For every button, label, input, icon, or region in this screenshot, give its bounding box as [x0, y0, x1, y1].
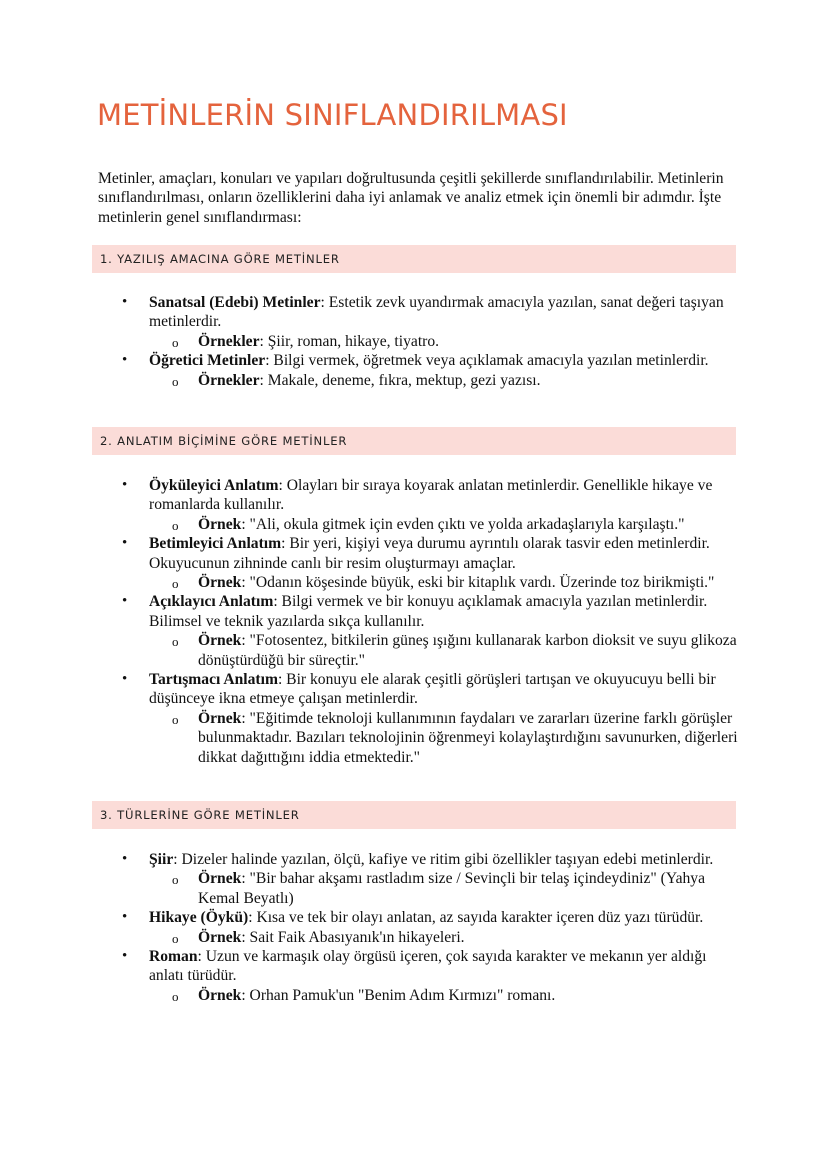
item-description: : Estetik zevk uyandırmak amacıyla yazılan, sanat değeri taşıyan metinlerdir. — [149, 294, 724, 331]
circle-bullet-icon: o — [172, 872, 179, 888]
bullet-icon: • — [122, 851, 128, 867]
section-heading: 3. TÜRLERİNE GÖRE METİNLER — [100, 808, 300, 822]
circle-bullet-icon: o — [172, 373, 179, 389]
list-item — [0, 592, 729, 631]
sub-item-term: Örnek — [198, 928, 242, 946]
sub-item-description: : Sait Faik Abasıyanık'ın hikayeleri. — [241, 928, 465, 946]
item-term: Öyküleyici Anlatım — [149, 477, 279, 494]
sub-item-description: : "Odanın köşesinde büyük, eski bir kitaplık vardı. Üzerinde toz birikmişti." — [241, 574, 715, 592]
sub-list-item — [0, 371, 738, 390]
list-item — [0, 293, 729, 332]
circle-bullet-icon: o — [172, 711, 179, 727]
item-term: Hikaye (Öykü) — [149, 909, 249, 927]
sub-item-term: Örnek — [198, 632, 242, 650]
section-list — [0, 293, 828, 390]
bullet-icon: • — [122, 671, 128, 688]
item-description: : Bir yeri, kişiyi veya durumu ayrıntılı olarak tasvir eden metinlerdir. Okuyucunun zihninde canlı bir resim oluşturmayı amaçlar. — [149, 535, 710, 572]
item-term: Şiir — [149, 851, 174, 868]
circle-bullet-icon: o — [172, 930, 179, 946]
section-heading-band — [92, 245, 736, 273]
sub-item-description: : "Fotosentez, bitkilerin güneş ışığını kullanarak karbon dioksit ve suyu glikoza dönüştürdüğü bir süreçtir." — [198, 632, 737, 669]
sub-list-item — [0, 869, 738, 908]
bullet-icon: • — [122, 477, 128, 493]
sub-item-term: Örnek — [198, 709, 242, 727]
item-description: : Bir konuyu ele alarak çeşitli görüşleri tartışan ve okuyucuyu belli bir düşünceye ikna etmeye çalışan metinlerdir. — [149, 671, 716, 708]
bullet-icon: • — [122, 593, 128, 610]
list-item — [0, 670, 729, 709]
list-item — [0, 534, 729, 573]
section-list — [0, 850, 828, 1005]
list-item — [0, 850, 729, 869]
circle-bullet-icon: o — [172, 334, 179, 350]
sub-item-description: : Şiir, roman, hikaye, tiyatro. — [259, 332, 440, 350]
sub-item-term: Örnek — [198, 986, 242, 1004]
list-item — [0, 908, 729, 927]
item-description: : Olayları bir sıraya koyarak anlatan metinlerdir. Genellikle hikaye ve romanlarda kullanılır. — [149, 477, 713, 514]
sub-item-description: : "Eğitimde teknoloji kullanımının faydaları ve zararları üzerine farklı görüşler bulunmaktadır. Bazıları teknolojinin öğrenmeyi kolaylaştırdığını savunurken, diğerleri dikkat dağıttığını iddia etmektedir." — [198, 709, 738, 766]
sub-list-item — [0, 631, 738, 670]
item-description: : Kısa ve tek bir olayı anlatan, az sayıda karakter içeren düz yazı türüdür. — [248, 909, 704, 927]
item-term: Betimleyici Anlatım — [149, 535, 282, 553]
sub-item-description: : Makale, deneme, fıkra, mektup, gezi yazısı. — [259, 371, 541, 389]
bullet-icon: • — [122, 948, 128, 965]
item-term: Açıklayıcı Anlatım — [149, 593, 274, 611]
sub-list-item — [0, 709, 738, 767]
section-heading: 1. YAZILIŞ AMACINA GÖRE METİNLER — [100, 252, 340, 266]
sub-item-term: Örnekler — [198, 371, 260, 389]
sub-item-description: : "Bir bahar akşamı rastladım size / Sevinçli bir telaş içindeydiniz" (Yahya Kemal Beyatlı) — [198, 870, 706, 907]
sub-list-item — [0, 928, 738, 947]
section-list — [0, 476, 828, 767]
sub-item-term: Örnek — [198, 870, 242, 888]
bullet-icon: • — [122, 352, 128, 369]
page-title: METİNLERİN SINIFLANDIRILMASI — [97, 98, 568, 132]
sub-item-description: : Orhan Pamuk'un "Benim Adım Kırmızı" romanı. — [241, 986, 556, 1004]
circle-bullet-icon: o — [172, 988, 179, 1004]
section-heading: 2. ANLATIM BİÇİMİNE GÖRE METİNLER — [100, 434, 348, 448]
item-description: : Bilgi vermek, öğretmek veya açıklamak amacıyla yazılan metinlerdir. — [265, 352, 709, 370]
section-heading-band — [92, 801, 736, 829]
list-item — [0, 947, 729, 986]
sub-list-item — [0, 515, 738, 534]
sub-list-item — [0, 986, 738, 1005]
sub-item-term: Örnek — [198, 574, 242, 592]
bullet-icon: • — [122, 909, 128, 926]
item-term: Öğretici Metinler — [149, 352, 266, 370]
sub-item-term: Örnekler — [198, 332, 260, 350]
intro-paragraph: Metinler, amaçları, konuları ve yapıları doğrultusunda çeşitli şekillerde sınıflandırılabilir. Metinlerin sınıflandırılması, onların özelliklerini daha iyi anlamak ve analiz etmek için önemli bir adımdır. İşte metinlerin genel sınıflandırması: — [98, 170, 724, 226]
item-term: Tartışmacı Anlatım — [149, 671, 278, 689]
circle-bullet-icon: o — [172, 576, 179, 592]
item-term: Sanatsal (Edebi) Metinler — [149, 294, 321, 311]
circle-bullet-icon: o — [172, 517, 179, 533]
sub-list-item — [0, 573, 738, 592]
sub-list-item — [0, 332, 738, 351]
circle-bullet-icon: o — [172, 634, 179, 650]
list-item — [0, 476, 729, 515]
item-description: : Dizeler halinde yazılan, ölçü, kafiye ve ritim gibi özellikler taşıyan edebi metinlerdir. — [173, 851, 714, 868]
item-description: : Uzun ve karmaşık olay örgüsü içeren, çok sayıda karakter ve mekanın yer aldığı anlatı türüdür. — [149, 948, 707, 985]
sub-item-description: : "Ali, okula gitmek için evden çıktı ve yolda arkadaşlarıyla karşılaştı." — [241, 515, 685, 533]
item-term: Roman — [149, 948, 198, 966]
bullet-icon: • — [122, 294, 128, 310]
item-description: : Bilgi vermek ve bir konuyu açıklamak amacıyla yazılan metinlerdir. Bilimsel ve teknik yazılarda sıkça kullanılır. — [149, 593, 708, 630]
sub-item-term: Örnek — [198, 515, 242, 533]
list-item — [0, 351, 729, 370]
bullet-icon: • — [122, 535, 128, 552]
section-heading-band — [92, 427, 736, 455]
